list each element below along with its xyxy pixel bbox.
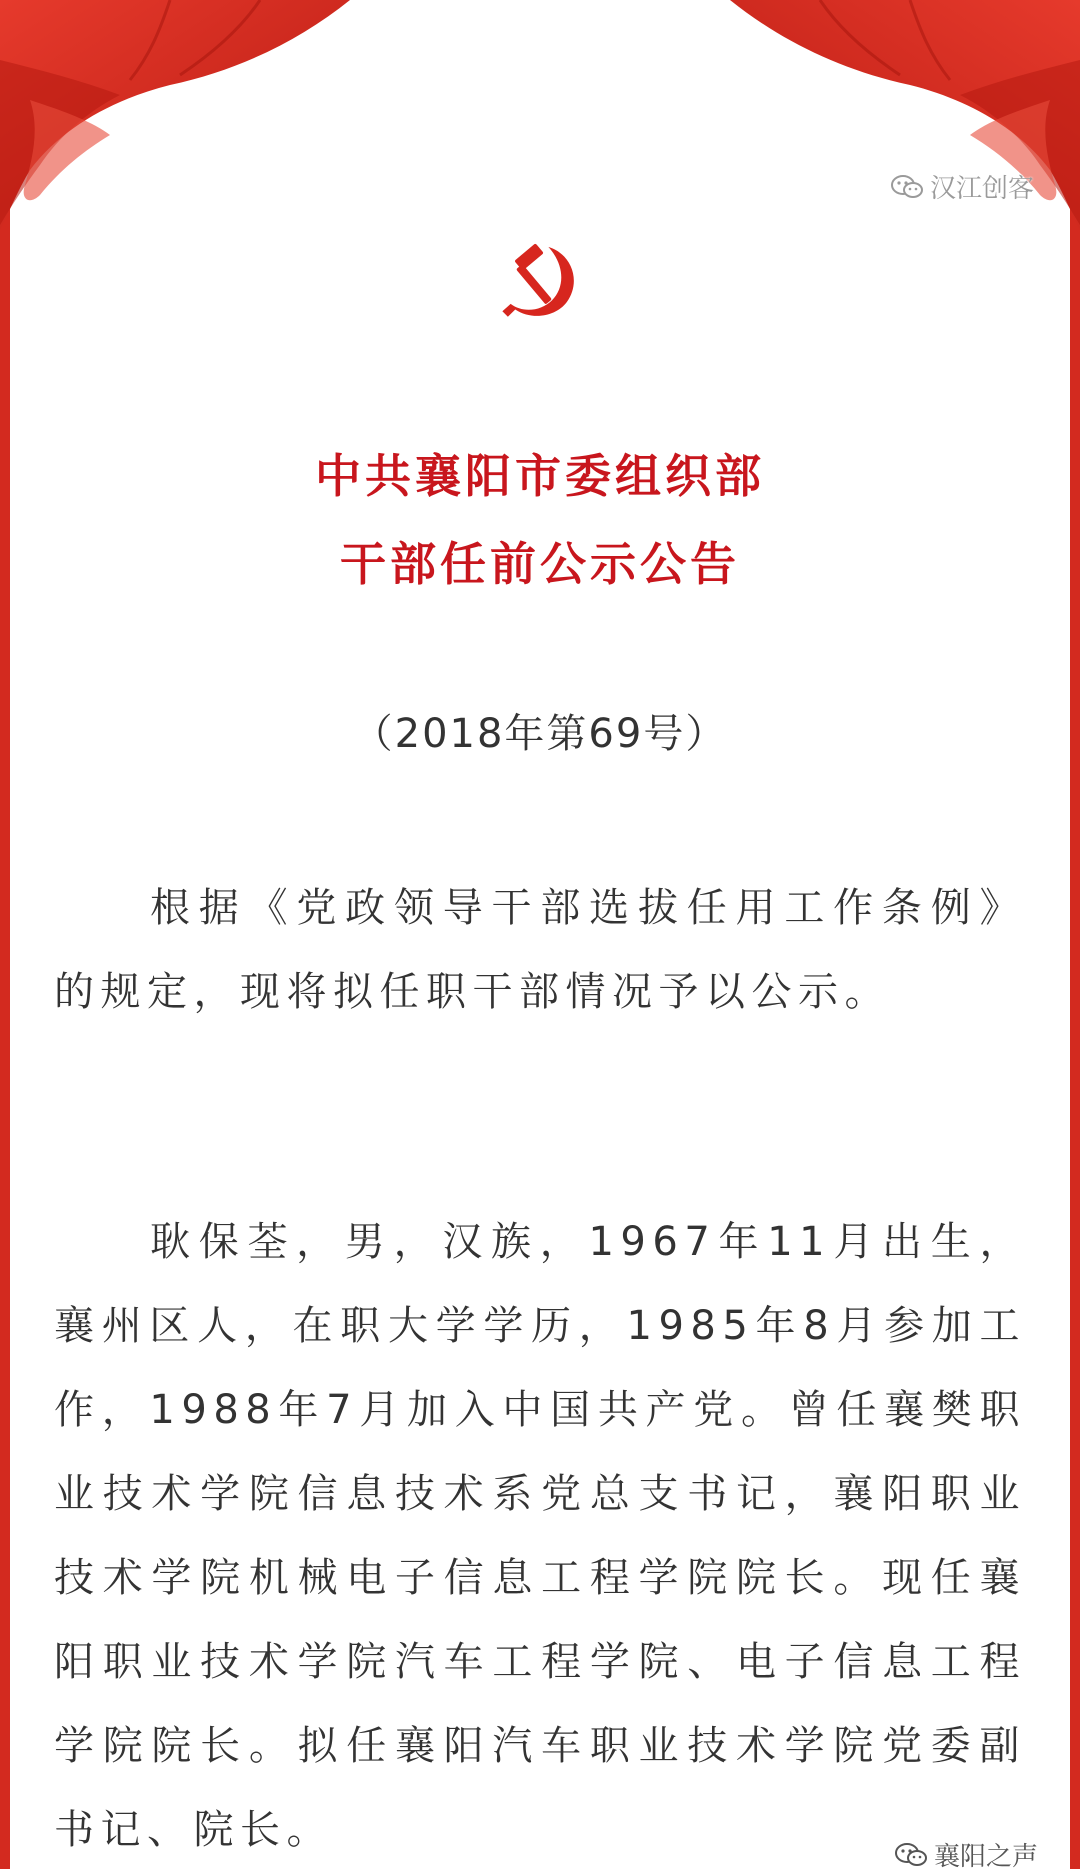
- document-number: （2018年第69号）: [352, 711, 728, 757]
- wechat-icon: [894, 1842, 928, 1868]
- right-red-border: [1070, 0, 1080, 1869]
- intro-paragraph: 根据《党政领导干部选拔任用工作条例》的规定，现将拟任职干部情况予以公示。: [54, 885, 1026, 1015]
- left-curtain-decoration: [0, 0, 360, 240]
- watermark-bottom: [894, 1836, 1038, 1869]
- title-line-2: 干部任前公示公告: [340, 537, 740, 591]
- watermark-top: [890, 168, 1034, 205]
- watermark-top-text: 汉江创客: [929, 174, 1034, 204]
- wechat-icon: [890, 174, 924, 200]
- party-emblem-icon: [495, 234, 587, 326]
- watermark-bottom-text: 襄阳之声: [933, 1842, 1038, 1869]
- title-line-1: 中共襄阳市委组织部: [315, 449, 765, 503]
- left-red-border: [0, 0, 10, 1869]
- candidate-paragraph: 耿保荃，男，汉族，1967年11月出生，襄州区人，在职大学学历，1985年8月参加工作，1988年7月加入中国共产党。曾任襄樊职业技术学院信息技术系党总支书记，襄阳职业技术学院机械电子信息工程学院院长。现任襄阳职业技术学院汽车工程学院、电子信息工程学院院长。拟任襄阳汽车职业技术学院党委副书记、院长。: [54, 1219, 1026, 1853]
